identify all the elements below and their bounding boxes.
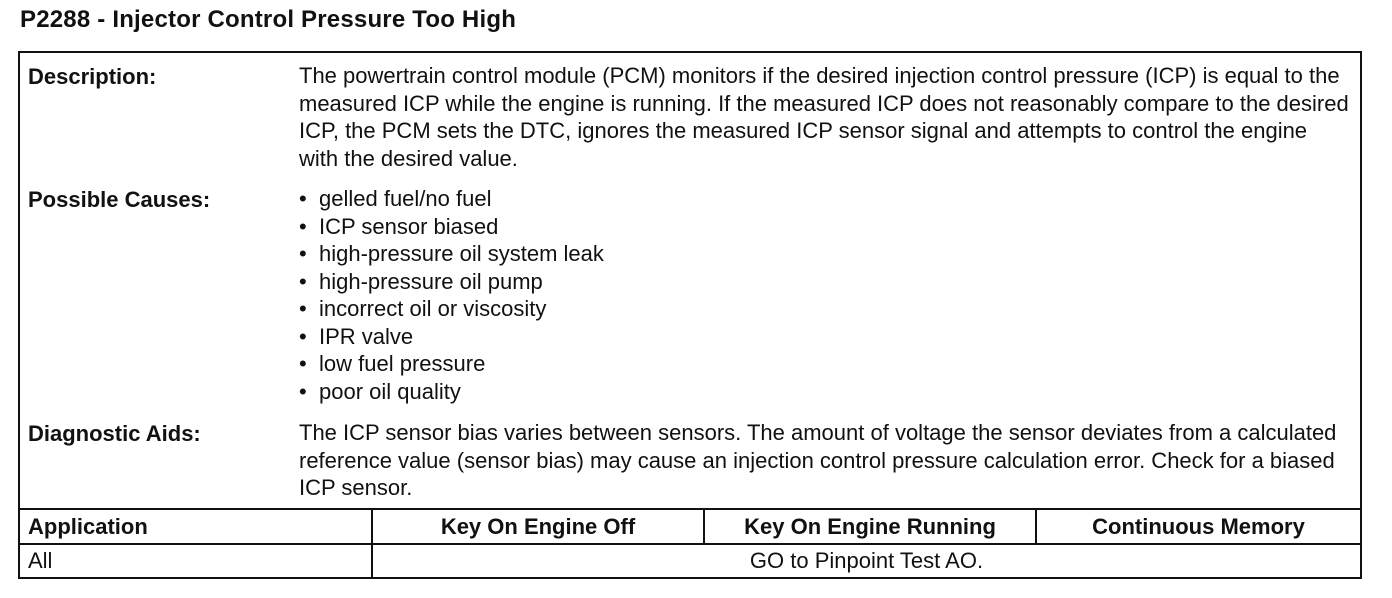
column-header-continuous-memory: Continuous Memory (1092, 513, 1305, 539)
application-table (20, 508, 1360, 577)
possible-causes-list (299, 185, 1352, 405)
pinpoint-test-action: GO to Pinpoint Test AO. (749, 548, 984, 573)
list-item: • incorrect oil or viscosity (299, 295, 1352, 323)
list-item: • high-pressure oil system leak (299, 240, 1352, 268)
list-item: • high-pressure oil pump (299, 268, 1352, 296)
list-item: • ICP sensor biased (299, 213, 1352, 241)
dtc-info-table (18, 51, 1362, 579)
diagnostic-aids-text: The ICP sensor bias varies between sensors. The amount of voltage the sensor deviates from a calculated reference value (sensor bias) may cause an injection control pressure calculation error. Check for a biased ICP sensor. (299, 420, 1337, 500)
column-header-koer: Key On Engine Running (744, 513, 996, 539)
list-item: • IPR valve (299, 323, 1352, 351)
list-item: • low fuel pressure (299, 350, 1352, 378)
application-value: All (28, 548, 53, 573)
column-header-application: Application (28, 513, 148, 539)
description-text: The powertrain control module (PCM) monitors if the desired injection control pressure (ICP) is equal to the measured ICP while the engine is running. If the measured ICP does not reasonably compare to the desired ICP, the PCM sets the DTC, ignores the measured ICP sensor signal and attempts to control the engine with the desired value. (299, 63, 1349, 171)
diagnostic-aids-label: Diagnostic Aids: (28, 421, 201, 446)
page-title: P2288 - Injector Control Pressure Too High (20, 6, 517, 33)
description-label: Description: (28, 64, 157, 89)
possible-causes-list-wrap (299, 185, 1352, 405)
possible-causes-label: Possible Causes: (28, 187, 211, 212)
list-item: • poor oil quality (299, 378, 1352, 406)
list-item: • gelled fuel/no fuel (299, 185, 1352, 213)
column-header-koeo: Key On Engine Off (440, 513, 636, 539)
